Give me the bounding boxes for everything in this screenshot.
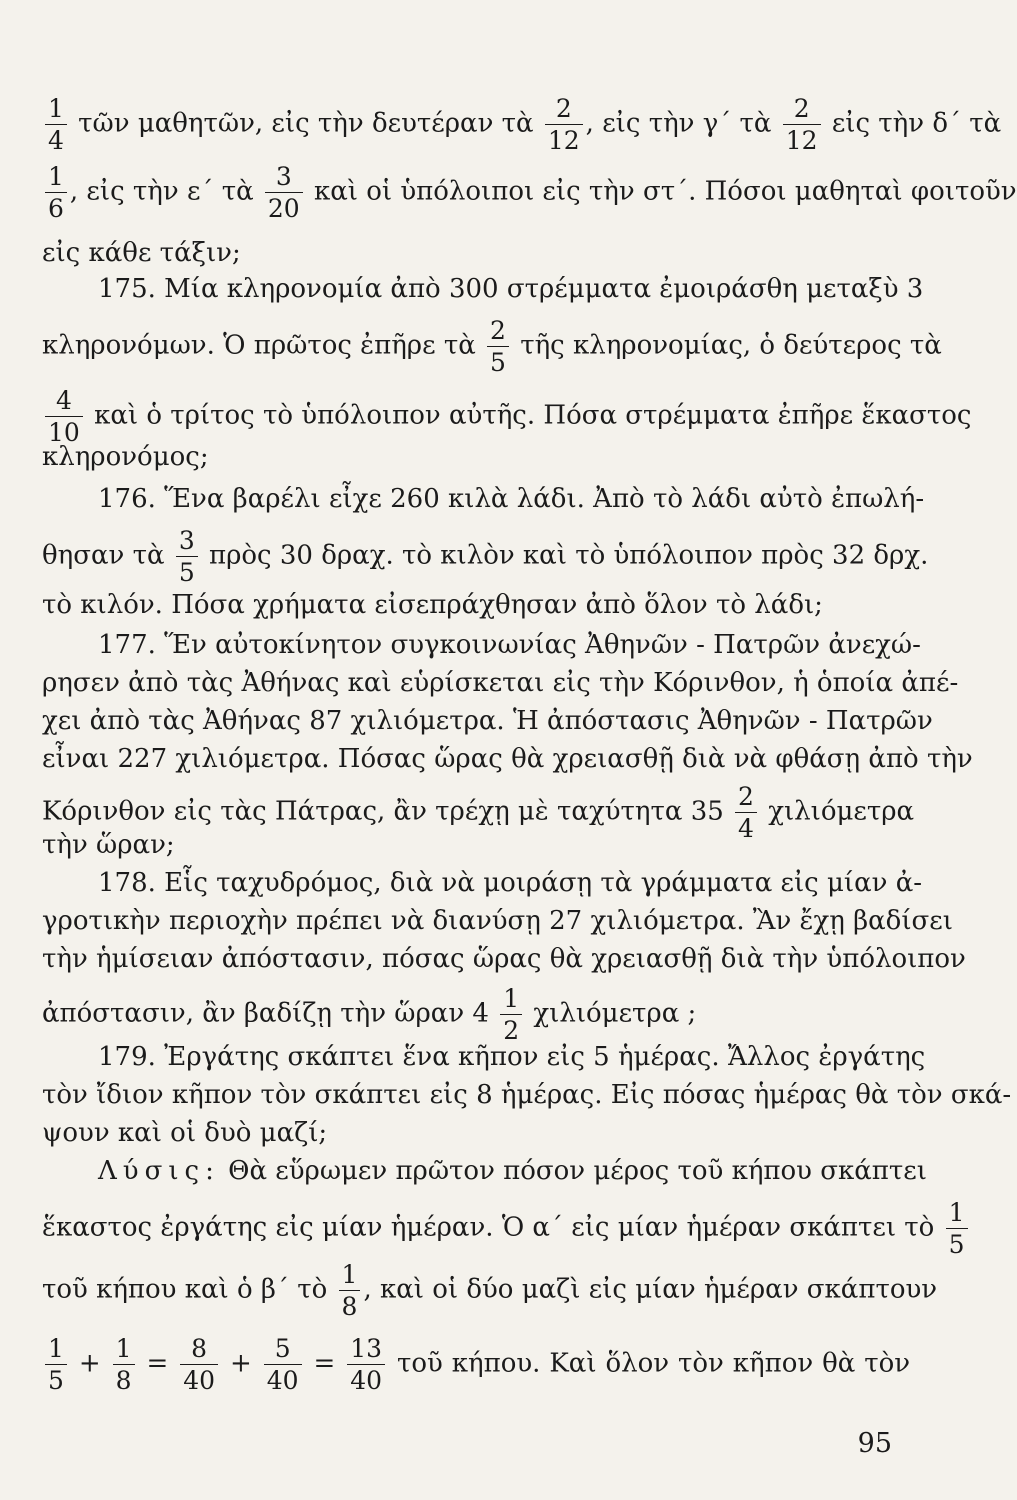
text: εἰς τὴν δ΄ τὰ [831, 108, 1002, 139]
text: καὶ οἱ ὑπόλοιποι εἰς τὴν στ΄. Πόσοι μαθηταὶ φοιτοῦν [313, 176, 1017, 207]
numerator: 13 [347, 1336, 385, 1365]
denominator: 4 [48, 126, 64, 155]
text-line [42, 386, 972, 447]
solution-label: Λύσις: [98, 1156, 220, 1186]
numerator: 5 [264, 1336, 302, 1365]
numerator: 4 [45, 388, 83, 417]
denominator: 5 [490, 348, 506, 377]
problem-175-line: 175. Μία κληρονομία ἀπὸ 300 στρέμματα ἐμοιράσθη μεταξὺ 3 [98, 274, 924, 304]
text: τοῦ κήπου. Καὶ ὅλον τὸν κῆπον θὰ τὸν [397, 1348, 911, 1379]
text: , εἰς τὴν ε΄ τὰ [69, 176, 254, 207]
fraction [500, 986, 522, 1043]
numerator: 1 [500, 986, 522, 1015]
fraction [45, 164, 67, 221]
text: καὶ ὁ τρίτος τὸ ὑπόλοιπον αὐτῆς. Πόσα στρέμματα ἐπῆρε ἕκαστος [94, 400, 972, 431]
text: κληρονόμων. Ὁ πρῶτος ἐπῆρε τὰ [42, 330, 476, 361]
fraction [946, 1200, 968, 1257]
denominator: 8 [341, 1292, 358, 1321]
fraction [45, 1336, 67, 1393]
plus-sign: + [229, 1348, 252, 1379]
text: , εἰς τὴν γ΄ τὰ [585, 108, 772, 139]
numerator: 2 [545, 96, 583, 125]
text-line: τὸ κιλόν. Πόσα χρήματα εἰσεπράχθησαν ἀπὸ ὅλον τὸ λάδι; [42, 590, 823, 620]
numerator: 3 [176, 528, 198, 557]
problem-178-line: 178. Εἷς ταχυδρόμος, διὰ νὰ μοιράσῃ τὰ γράμματα εἰς μίαν ἀ- [98, 868, 923, 898]
text: πρὸς 30 δραχ. τὸ κιλὸν καὶ τὸ ὑπόλοιπον πρὸς 32 δρχ. [209, 540, 929, 571]
equals-sign: = [146, 1348, 169, 1379]
text-line: χει ἀπὸ τὰς Ἀθήνας 87 χιλιόμετρα. Ἡ ἀπόστασις Ἀθηνῶν - Πατρῶν [42, 706, 933, 736]
text-line: ρησεν ἀπὸ τὰς Ἀθήνας καὶ εὑρίσκεται εἰς τὴν Κόρινθον, ἡ ὁποία ἀπέ- [42, 668, 959, 698]
denominator: 40 [183, 1366, 216, 1395]
equation-line [42, 1336, 910, 1393]
fraction [545, 96, 583, 153]
fraction [265, 164, 303, 221]
text-line: τὴν ἡμίσειαν ἀπόστασιν, πόσας ὥρας θὰ χρειασθῇ διὰ τὴν ὑπόλοιπον [42, 944, 966, 974]
numerator: 3 [265, 164, 303, 193]
text-line: ψουν καὶ οἱ δυὸ μαζί; [42, 1118, 328, 1148]
text-line [42, 526, 929, 587]
numerator: 1 [946, 1200, 968, 1229]
text: τῆς κληρονομίας, ὁ δεύτερος τὰ [520, 330, 942, 361]
fraction [783, 96, 821, 153]
text: , καὶ οἱ δύο μαζὶ εἰς μίαν ἡμέραν σκάπτουν [363, 1274, 938, 1305]
numerator: 8 [180, 1336, 218, 1365]
equals-sign: = [313, 1348, 336, 1379]
fraction [180, 1336, 218, 1393]
text-line [42, 1260, 938, 1321]
numerator: 1 [45, 1336, 67, 1365]
text-line: εἰς κάθε τάξιν; [42, 238, 241, 268]
solution-line [98, 1154, 927, 1188]
numerator: 1 [339, 1262, 361, 1291]
fraction [339, 1262, 361, 1319]
numerator: 2 [783, 96, 821, 125]
denominator: 12 [547, 126, 580, 155]
denominator: 40 [350, 1366, 383, 1395]
denominator: 12 [785, 126, 818, 155]
text: θησαν τὰ [42, 540, 165, 571]
text: ἕκαστος ἐργάτης εἰς μίαν ἡμέραν. Ὁ α΄ εἰς μίαν ἡμέραν σκάπτει τὸ [42, 1212, 935, 1243]
text: χιλιόμετρα [768, 796, 915, 827]
text-line: τὴν ὥραν; [42, 830, 175, 860]
text: Κόρινθον εἰς τὰς Πάτρας, ἂν τρέχῃ μὲ ταχύτητα 35 [42, 796, 724, 827]
denominator: 40 [266, 1366, 299, 1395]
text: ἀπόστασιν, ἂν βαδίζῃ τὴν ὥραν 4 [42, 998, 489, 1029]
text-line [42, 162, 1017, 223]
numerator: 1 [45, 164, 67, 193]
numerator: 1 [113, 1336, 135, 1365]
numerator: 2 [735, 784, 757, 813]
text: τοῦ κήπου καὶ ὁ β΄ τὸ [42, 1274, 328, 1305]
text-line [42, 1198, 965, 1259]
denominator: 5 [48, 1366, 64, 1395]
denominator: 10 [48, 418, 80, 447]
text-line: εἶναι 227 χιλιόμετρα. Πόσας ὥρας θὰ χρειασθῇ διὰ νὰ φθάσῃ ἀπὸ τὴν [42, 744, 973, 774]
fraction [176, 528, 198, 585]
text-line: κληρονόμος; [42, 442, 209, 472]
page-number: 95 [857, 1428, 892, 1459]
fraction [45, 388, 83, 445]
denominator: 2 [503, 1016, 520, 1045]
problem-177-line: 177. Ἕν αὐτοκίνητον συγκοινωνίας Ἀθηνῶν - Πατρῶν ἀνεχώ- [98, 630, 921, 660]
denominator: 20 [267, 194, 300, 223]
denominator: 6 [48, 194, 64, 223]
denominator: 5 [178, 558, 195, 587]
numerator: 2 [487, 318, 509, 347]
plus-sign: + [78, 1348, 101, 1379]
fraction [347, 1336, 385, 1393]
text: τῶν μαθητῶν, εἰς τὴν δευτέραν τὰ [78, 108, 534, 139]
text: Θὰ εὕρωμεν πρῶτον πόσον μέρος τοῦ κήπου σκάπτει [228, 1156, 927, 1186]
denominator: 5 [948, 1230, 965, 1259]
numerator: 1 [45, 96, 67, 125]
fraction [487, 318, 509, 375]
problem-179-line: 179. Ἐργάτης σκάπτει ἕνα κῆπον εἰς 5 ἡμέρας. Ἄλλος ἐργάτης [98, 1042, 926, 1072]
fraction [113, 1336, 135, 1393]
fraction [264, 1336, 302, 1393]
fraction [45, 96, 67, 153]
problem-176-line: 176. Ἕνα βαρέλι εἶχε 260 κιλὰ λάδι. Ἀπὸ τὸ λάδι αὐτὸ ἐπωλή- [98, 484, 925, 514]
text-line [42, 94, 1002, 155]
text-line: γροτικὴν περιοχὴν πρέπει νὰ διανύσῃ 27 χιλιόμετρα. Ἂν ἔχῃ βαδίσει [42, 906, 953, 936]
denominator: 4 [738, 814, 754, 843]
text-line [42, 986, 910, 1043]
text-line: τὸν ἴδιον κῆπον τὸν σκάπτει εἰς 8 ἡμέρας. Εἰς πόσας ἡμέρας θὰ τὸν σκά- [42, 1080, 1012, 1110]
text-line [42, 316, 942, 377]
denominator: 8 [115, 1366, 132, 1395]
text: χιλιόμετρα ; [533, 998, 697, 1029]
